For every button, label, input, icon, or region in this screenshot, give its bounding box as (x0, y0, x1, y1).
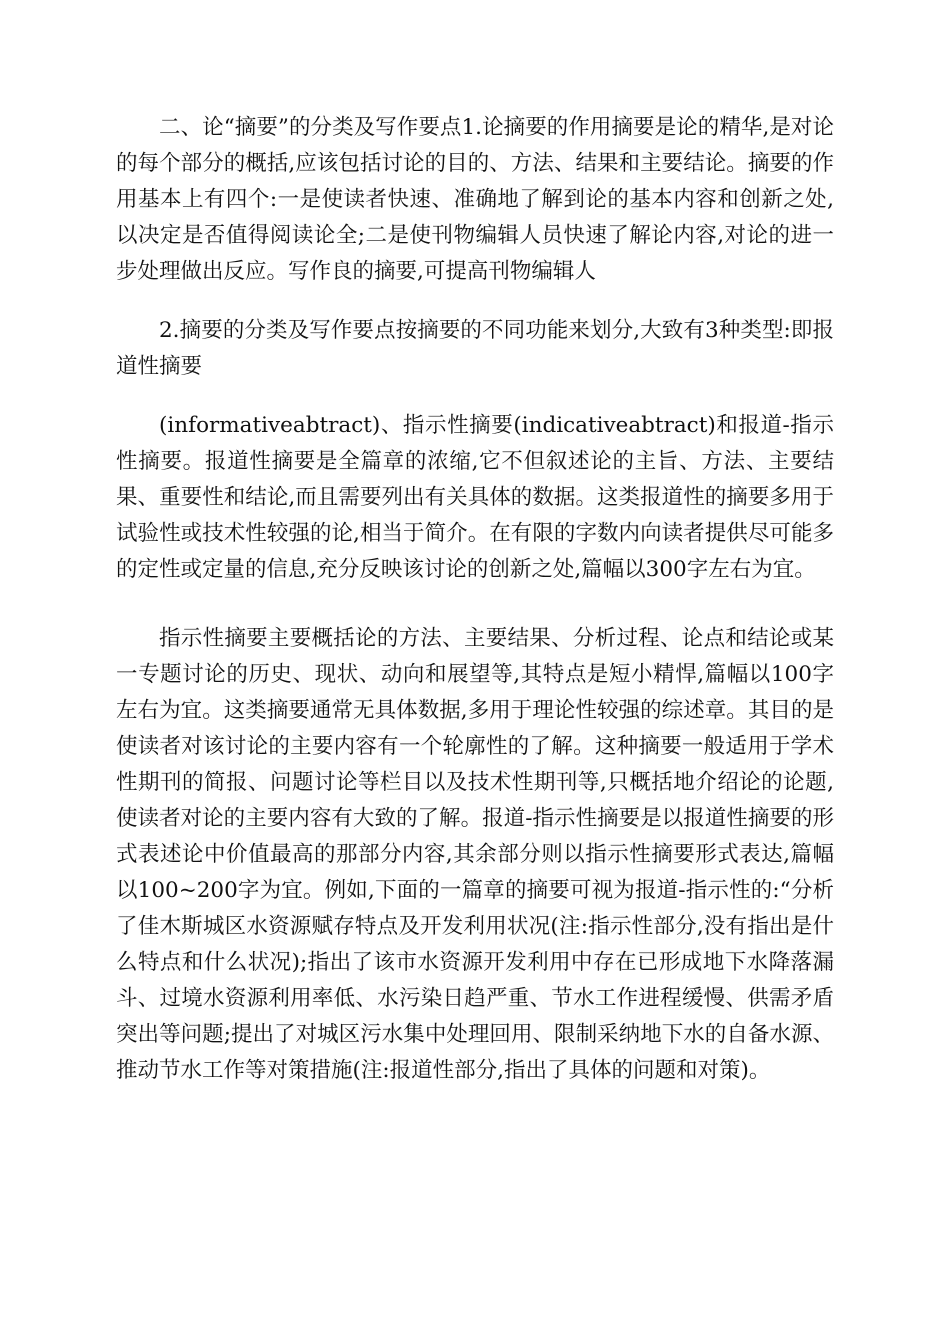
paragraph-abstract-types-intro: 2.摘要的分类及写作要点按摘要的不同功能来划分,大致有3种类型:即报道性摘要 (116, 318, 834, 379)
document-body (116, 110, 834, 1112)
paragraph-informative-abstract: (informativeabtract)、指示性摘要(indicativeabtract)和报道-指示性摘要。报道性摘要是全篇章的浓缩,它不但叙述论的主旨、方法、主要结果、重要性和结论,而且需要列出有关具体的数据。这类报道性的摘要多用于试验性或技术性较强的论,相当于简介。在有限的字数内向读者提供尽可能多的定性或定量的信息,充分反映该讨论的创新之处,篇幅以300字左右为宜。 (116, 413, 834, 582)
paragraph-indicative-abstract: 指示性摘要主要概括论的方法、主要结果、分析过程、论点和结论或某一专题讨论的历史、现状、动向和展望等,其特点是短小精悍,篇幅以100字左右为宜。这类摘要通常无具体数据,多用于理论性较强的综述章。其目的是使读者对该讨论的主要内容有一个轮廓性的了解。这种摘要一般适用于学术性期刊的简报、问题讨论等栏目以及技术性期刊等,只概括地介绍论的论题,使读者对论的主要内容有大致的了解。报道-指示性摘要是以报道性摘要的形式表述论中价值最高的那部分内容,其余部分则以指示性摘要形式表达,篇幅以100~200字为宜。例如,下面的一篇章的摘要可视为报道-指示性的:“分析了佳木斯城区水资源赋存特点及开发利用状况(注:指示性部分,没有指出是什么特点和什么状况);指出了该市水资源开发利用中存在已形成地下水降落漏斗、过境水资源利用率低、水污染日趋严重、节水工作进程缓慢、供需矛盾突出等问题;提出了对城区污水集中处理回用、限制采纳地下水的自备水源、推动节水工作等对策措施(注:报道性部分,指出了具体的问题和对策)。 (116, 626, 834, 1083)
paragraph-abstract-role: 二、论“摘要”的分类及写作要点1.论摘要的作用摘要是论的精华,是对论的每个部分的概括,应该包括讨论的目的、方法、结果和主要结论。摘要的作用基本上有四个:一是使读者快速、准确地了解到论的基本内容和创新之处,以决定是否值得阅读论全;二是使刊物编辑人员快速了解论内容,对论的进一步处理做出反应。写作良的摘要,可提高刊物编辑人 (116, 115, 834, 284)
